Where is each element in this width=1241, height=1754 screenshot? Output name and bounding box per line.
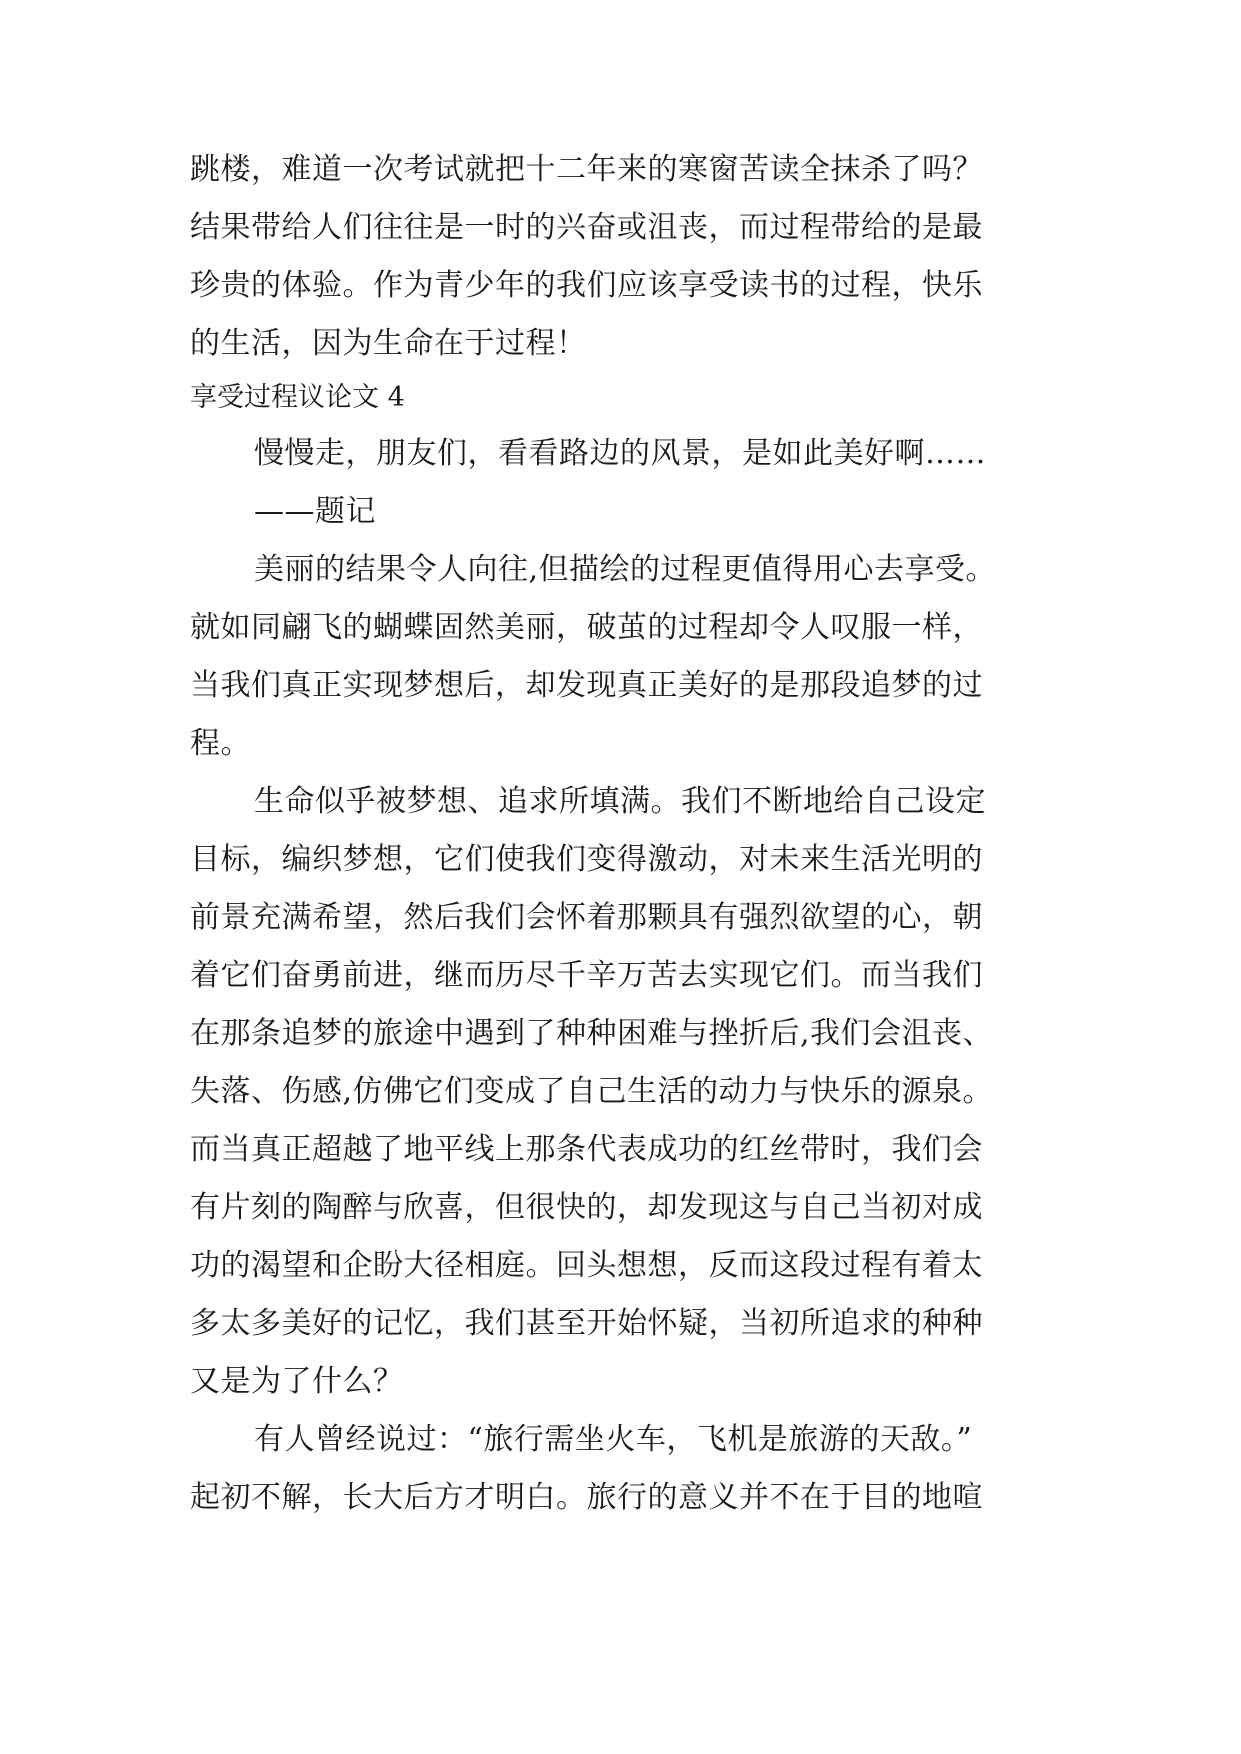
text-line: 又是为了什么？ (190, 1364, 404, 1399)
text-line: 当我们真正实现梦想后，却发现真正美好的是那段追梦的过 (190, 668, 983, 703)
text-line: 结果带给人们往往是一时的兴奋或沮丧，而过程带给的是最 (190, 210, 983, 245)
text-line: 珍贵的体验。作为青少年的我们应该享受读书的过程，快乐 (190, 268, 983, 303)
text-line: 多太多美好的记忆，我们甚至开始怀疑，当初所追求的种种 (190, 1306, 983, 1341)
text-line: 起初不解，长大后方才明白。旅行的意义并不在于目的地喧 (190, 1480, 983, 1515)
epigraph-source: ——题记 (254, 494, 376, 529)
text-line: 有人曾经说过：“旅行需坐火车，飞机是旅游的天敌。” (254, 1422, 973, 1457)
epigraph: 慢慢走，朋友们，看看路边的风景，是如此美好啊…… (254, 436, 986, 471)
text-line: 跳楼，难道一次考试就把十二年来的寒窗苦读全抹杀了吗？ (190, 152, 983, 187)
text-line: 在那条追梦的旅途中遇到了种种困难与挫折后,我们会沮丧、 (190, 1016, 994, 1051)
text-line: 就如同翩飞的蝴蝶固然美丽，破茧的过程却令人叹服一样， (190, 610, 983, 645)
text-line: 有片刻的陶醉与欣喜，但很快的，却发现这与自己当初对成 (190, 1190, 983, 1225)
text-line: 程。 (190, 726, 251, 761)
text-line: 而当真正超越了地平线上那条代表成功的红丝带时，我们会 (190, 1132, 983, 1167)
text-line: 的生活，因为生命在于过程！ (190, 326, 587, 361)
text-line: 失落、伤感,仿佛它们变成了自己生活的动力与快乐的源泉。 (190, 1074, 994, 1109)
text-line: 目标，编织梦想，它们使我们变得激动，对未来生活光明的 (190, 842, 983, 877)
text-line: 美丽的结果令人向往,但描绘的过程更值得用心去享受。 (254, 552, 997, 587)
section-title: 享受过程议论文 4 (190, 382, 405, 413)
text-line: 功的渴望和企盼大径相庭。回头想想，反而这段过程有着太 (190, 1248, 983, 1283)
text-line: 着它们奋勇前进，继而历尽千辛万苦去实现它们。而当我们 (190, 958, 983, 993)
text-line: 前景充满希望，然后我们会怀着那颗具有强烈欲望的心，朝 (190, 900, 983, 935)
text-line: 生命似乎被梦想、追求所填满。我们不断地给自己设定 (254, 784, 986, 819)
